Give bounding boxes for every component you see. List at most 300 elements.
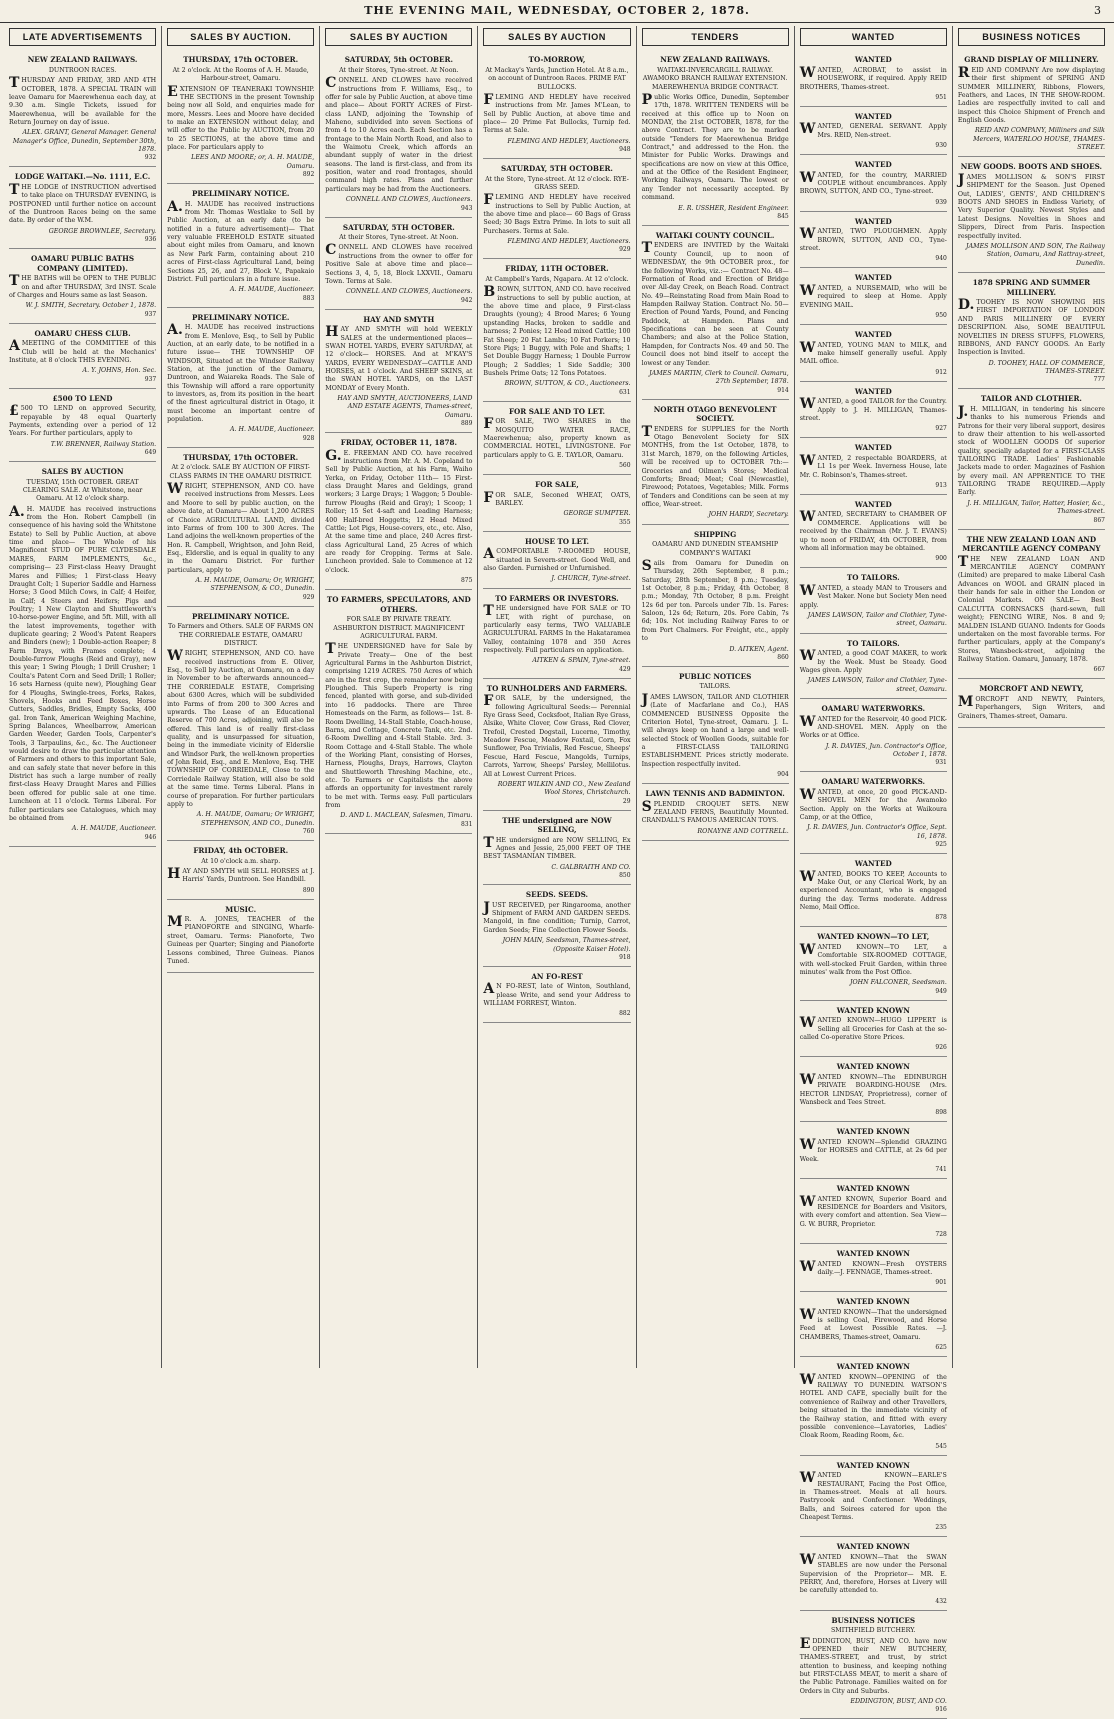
ad-body: WANTED, ACROBAT, to assist in HOUSEWORK, if required. Apply REID BROTHERS, Thames-street. (799, 64, 947, 91)
advertisement (800, 1357, 947, 1455)
advertisement (483, 532, 630, 589)
advertisement (483, 159, 630, 259)
advertisement (800, 699, 947, 772)
advertisement (800, 1537, 947, 1610)
ad-signature: D. AND L. MACLEAN, Salesmen, Timaru. (340, 812, 473, 820)
ad-number: 926 (935, 1044, 947, 1052)
ad-signature: FLEMING AND HEDLEY, Auctioneers. (507, 137, 631, 145)
ad-number: 916 (935, 1706, 947, 1714)
ad-number: 429 (619, 665, 631, 673)
ad-heading: TAILOR AND CLOTHIER. (980, 394, 1082, 404)
ad-heading: THURSDAY, 17th OCTOBER. (183, 55, 299, 65)
ad-heading: BUSINESS NOTICES (831, 1615, 916, 1625)
ad-body: G.E. FREEMAN AND CO. have received instructions from Mr. A. M. Copeland to Sell by Public Auction, at his Farm, Waiho Yerka, on Friday, October 11th— 15 First-class Draught Mares and Geldings, grand workers; 3 Large Drays; 1 Waggon; 5 Double-furrow Ploughs (Reid and Gray); 1 Scoop; 1 Roller; 15 Set 4-saft and Leading Harness; 400 Half-bred Hoggetts; 12 Head Mixed Cattle; Lot Pigs, House-covers, etc., etc. Also, At the same time and place, 240 Acres first-class Agricultural Land, 25 Acres of which are ready for Cropping. Terms at Sale. Luncheon provided. Sale to Commence at 12 o'clock. (325, 447, 473, 574)
ad-heading: LODGE WAITAKI.—No. 1111, E.C. (14, 172, 151, 182)
ad-signature: HAY AND SMYTH, AUCTIONEERS, LAND AND ESTATE AGENTS, Thames-street, Oamaru. (337, 395, 473, 419)
advertisement (642, 50, 789, 226)
ad-body: MR. A. JONES, TEACHER of the PIANOFORTE and SINGING, Wharfe-street, Oamaru. Terms: Pianoforte, Two Guineas per Quarter; Singing and Pianoforte Lessons combined, Three Guineas. Pianos Tuned. (167, 914, 315, 965)
ad-heading: TO FARMERS OR INVESTORS. (495, 593, 619, 603)
ad-body: EDDINGTON, BUST, AND CO. have now OPENED their NEW BUTCHERY, THAMES-STREET, and trust, by strict attention to business, and keeping nothing but FIRST-CLASS MEAT, to merit a share of the Public Patronage. Families waited on for Orders in City and Suburbs. (799, 1635, 947, 1695)
ad-number: 931 (935, 759, 947, 767)
ad-body: THE NEW ZEALAND LOAN AND MERCANTILE AGENCY COMPANY (Limited) are prepared to make Liberal Cash Advances on WOOL and GRAIN placed in their hands for sale in either the London or Colonial Markets. ON SALE— Best CALCUTTA CORNSACKS (hard-sewn, full weight); FENCING WIRE, Nos. 8 and 9; MALDEN ISLAND GUANO. Indents for Goods undertaken on the most favorable terms. For further particulars, apply at the Company's Stores, Wansbeck-street, adjoining the Railway Station. Oamaru, January, 1878. (957, 553, 1105, 663)
ad-signature: ROBERT WILKIN AND CO., New Zealand Wool Stores, Christchurch. (497, 780, 631, 797)
ad-body: WANTED KNOWN—EARLE'S RESTAURANT, Facing the Post Office, in Thames-street. Meals at all hours. Pastrycook and Confectioner. Weddings, Balls, and Soirees catered for upon the Cheapest Terms. (799, 1470, 947, 1521)
ad-body: WANTED, a good COAT MAKER, to work by the Week. Must be Steady. Good Wages given. Apply (799, 648, 947, 674)
advertisement (325, 218, 472, 310)
advertisement (483, 475, 630, 532)
column-header: SALES BY AUCTION. (167, 28, 314, 46)
ad-heading: £500 TO LEND (52, 393, 113, 403)
ad-body: JUST RECEIVED, per Ringarooma, another Shipment of FARM AND GARDEN SEEDS. Mangold, in fine condition; Turnip, Carrot, Garden Seeds; Fine Collection Flower Seeds. (483, 899, 631, 934)
ad-body: SPLENDID CROQUET SETS. NEW ZEALAND FERNS, Beautifully Mounted. CRANDALL'S FAMOUS AMERICAN TOYS. (641, 798, 789, 825)
ad-heading: WANTED (854, 443, 892, 453)
ad-body: BROWN, SUTTON, AND CO. have received instructions to sell by public auction, at the above time and place, 9 First-class Draughts (young); 4 Brood Mares; 6 Young upstanding Hacks, broken to saddle and harness; 2 Ponies; 12 Head mixed Cattle; 100 Fat Sheep; 20 Fat Lambs; 10 Fat Porkers; 10 Store Pigs; 1 Buggy, with Pole and Shafts; 1 Set Double Buggy Harness; 1 Double Furrow Plough; 2 Saddles; 1 Side Saddle; 300 Bushels Prime Oats; 12 Tons Potatoes. (483, 284, 631, 377)
ad-heading: MORCROFT AND NEWTY, (979, 684, 1084, 694)
page-number: 3 (1094, 4, 1102, 17)
advertisement (800, 1244, 947, 1292)
ad-subheading: DUNTROON RACES. (48, 66, 117, 74)
column-2 (162, 26, 320, 1368)
ad-number: 631 (619, 388, 631, 396)
advertisement (800, 325, 947, 382)
ad-heading: PRELIMINARY NOTICE. (192, 611, 290, 621)
ad-subheading: SMITHFIELD BUTCHERY. (830, 1627, 916, 1635)
ad-number: 545 (935, 1442, 947, 1450)
ad-number: 930 (935, 142, 947, 150)
ad-signature: BROWN, SUTTON, & CO., Auctioneers. (504, 380, 631, 388)
ad-body: HAY AND SMYTH will hold WEEKLY SALES at the undermentioned places— SWAN HOTEL YARDS, EVERY SATURDAY, at 12 o'clock— HORSES. And at M'KAY'S YARDS, EVERY WEDNESDAY—CATTLE AND HORSES, at 1 o'clock. And SHEEP SKINS, at the SWAN HOTEL YARDS, on the LAST MONDAY of Every Month. (325, 324, 473, 392)
column-header: SALES BY AUCTION (483, 28, 630, 46)
ad-number: 929 (302, 593, 315, 601)
ad-body: WANTED KNOWN, Superior Board and RESIDENCE for Boarders and Visitors, with every comfort and attention. Sea View—G. W. BURR, Proprietor. (799, 1193, 947, 1228)
advertisement (958, 530, 1105, 680)
ad-subheading: To Farmers and Others. SALE OF FARMS ON THE CORRIEDALE ESTATE, OAMARU DISTRICT. (167, 623, 314, 648)
ad-number: 904 (777, 771, 789, 779)
ad-signature: A. H. MAUDE, Oamaru; Or WRIGHT, STEPHENSON, AND CO., Dunedin. (196, 811, 315, 827)
ad-heading: FRIDAY, OCTOBER 11, 1878. (340, 438, 457, 448)
advertisement (800, 1456, 947, 1538)
ad-signature: JOHN HARDY, Secretary. (708, 511, 789, 519)
advertisement (167, 841, 314, 900)
advertisement (483, 259, 630, 401)
column-1 (4, 26, 162, 1368)
ad-number: 929 (619, 246, 631, 254)
ad-body: CONNELL AND CLOWES have received instructions from F. Williams, Esq., to offer for sale by Public Auction, at above time and place— About FORTY ACRES of First-class LAND, adjoining the Township of Maheno, subdivided into seven Sections of from 4 to 10 Acres each. Each Section has a frontage to the Main North Road, and also to the Waimotu Creek, which affords an abundant supply of water in the driest seasons. The land is first-class, and from its position, water and road frontages, should command high rates. Plans and further particulars may be had from the Auctioneers. (325, 75, 473, 193)
ad-heading: OAMARU WATERWORKS. (821, 777, 926, 787)
ad-heading: GRAND DISPLAY OF MILLINERY. (964, 55, 1099, 65)
ad-number: 925 (935, 841, 947, 849)
ad-heading: WANTED KNOWN (836, 1362, 910, 1372)
ad-heading: SATURDAY, 5TH OCTOBER. (342, 222, 455, 232)
ad-heading: WANTED (854, 273, 892, 283)
advertisement (800, 1057, 947, 1122)
ad-heading: TO TAILORS. (846, 638, 900, 648)
ad-heading: THURSDAY, 17th OCTOBER. (183, 452, 299, 462)
ad-body: WANTED, GENERAL SERVANT. Apply Mrs. REID, Nen-street. (799, 121, 947, 139)
ad-number: 948 (619, 146, 631, 154)
advertisement (800, 107, 947, 155)
ad-heading: WANTED KNOWN (836, 1183, 910, 1193)
advertisement (9, 462, 156, 847)
ad-subheading: TUESDAY, 15th OCTOBER. GREAT CLEARING SALE. At Whitstone, near Oamaru. At 12 o'clock sharp. (22, 478, 143, 503)
ad-heading: WANTED KNOWN (836, 1297, 910, 1307)
ad-heading: MUSIC. (225, 904, 257, 914)
ad-signature: JOHN MAIN, Seedsman, Thames-street, (Opposite Kaiser Hotel). (502, 937, 631, 953)
ad-body: A.H. MAUDE has received instructions from E. Menlove, Esq., to Sell by Public Auction, at an early date, to be notified in a future issue— THE TOWNSHIP OF WINDSOR, Situated at the Windsor Railway Station, at the junction of the Oamaru, Duntroon, and Waiareka Roads. The Sale of this Township will afford a rare opportunity to investors, as, from its position in the heart of the finest agricultural district in Otago, it must become an important centre of population. (167, 322, 315, 424)
ad-heading: WANTED KNOWN—TO LET, (817, 932, 930, 942)
ad-signature: JAMES LAWSON, Tailor and Clothier, Tyne-street, Oamaru. (807, 677, 947, 693)
ad-number: 875 (460, 577, 473, 585)
ad-number: 940 (935, 255, 947, 263)
ad-number: 918 (619, 953, 631, 961)
ad-body: AN FO-REST, late of Winton, Southland, please Write, and send your Address to WILLIAM FORREST, Winton. (483, 981, 631, 1008)
ad-number: 928 (302, 434, 315, 442)
ad-number: 878 (935, 914, 947, 922)
ad-signature: A. H. MAUDE, Auctioneer. (229, 286, 315, 294)
ad-number: 625 (935, 1344, 947, 1352)
ad-number: 950 (935, 312, 947, 320)
advertisement (800, 772, 947, 854)
ad-number: 728 (935, 1230, 947, 1238)
ad-number: 850 (619, 872, 631, 880)
ad-signature: JAMES MARTIN, Clerk to Council. Oamaru, 27th September, 1878. (649, 369, 789, 386)
ad-heading: SHIPPING (694, 529, 737, 539)
advertisement (958, 273, 1105, 389)
ad-signature: CONNELL AND CLOWES, Auctioneers. (345, 196, 473, 204)
ad-number: 942 (460, 296, 473, 304)
advertisement (800, 155, 947, 212)
advertisement (800, 495, 947, 568)
ad-body: £500 TO LEND on approved Security, repayable by 48 equal Quarterly Payments, extending over a period of 12 Years. For further particulars, apply to (9, 403, 157, 438)
ad-body: WANTED, a good TAILOR for the Country. Apply to J. H. MILLIGAN, Thames-street. (799, 396, 947, 422)
ad-subheading: At Campbell's Yards, Ngapara. At 12 o'clock. (485, 276, 629, 284)
ad-heading: NEW ZEALAND RAILWAYS. (27, 55, 138, 65)
advertisement (958, 157, 1105, 273)
ad-heading: WANTED (854, 55, 892, 65)
ad-heading: TO TAILORS. (846, 573, 900, 583)
ad-number: 889 (460, 420, 473, 428)
ad-signature: D. AITKEN, Agent. (729, 645, 789, 653)
ad-body: WANTED KNOWN—TO LET, a Comfortable SIX-ROOMED COTTAGE, with well-stocked Fruit Garden, within three minutes' walk from the Post Office. (799, 941, 947, 977)
ad-subheading: TAILORS. (699, 683, 731, 691)
advertisement (9, 324, 156, 389)
ad-body: TENDERS are INVITED by the Waitaki County Council, up to noon of WEDNESDAY, the 9th OCTOBER prox., for the following Works, viz.:— Contract No. 48—Formation of Road and Erection of Bridge over All-day Creek, on Beach Road. Contract No. 49—Reinstating Road from Main Road to Hampden Railway Station. Contract No. 50—Erection of Pound Yards, Pound, and Fencing Paddock, at Hampden. Plans and Specifications can be seen at County Chambers; and also at the Police Station, Hampden, for Contracts Nos. 49 and 50. The Council does not bind itself to accept the lowest or any Tender. (641, 240, 789, 367)
ad-number: 760 (302, 827, 315, 835)
ad-signature: GEORGE BROWNLEE, Secretary. (48, 227, 157, 235)
ad-number: 560 (619, 462, 631, 470)
ad-heading: FRIDAY, 11TH OCTOBER. (505, 264, 609, 274)
ad-number: 937 (144, 375, 157, 383)
ad-heading: WANTED (854, 160, 892, 170)
ad-heading: WANTED KNOWN (836, 1127, 910, 1137)
advertisement (800, 268, 947, 325)
ad-body: AMEETING of the COMMITTEE of this Club will be held at the Mechanics' Institute, at 8 o'clock THIS EVENING. (9, 338, 157, 364)
advertisement (800, 1292, 947, 1357)
ad-number: 355 (619, 518, 631, 526)
ad-number: 867 (1093, 516, 1105, 524)
ad-heading: OAMARU CHESS CLUB. (34, 328, 131, 338)
ad-subheading: At their Stores, Tyne-street. At Noon. (339, 66, 459, 74)
ad-signature: JOHN FALCONER, Seedsman. (849, 979, 947, 987)
column-6 (795, 26, 953, 1714)
advertisement (958, 389, 1105, 529)
ad-signature: J. R. DAVIES, Jun. Contractor's Office, October 1, 1878. (825, 742, 947, 758)
ad-signature: C. GALBRAITH AND CO. (551, 863, 631, 871)
ad-signature: FLEMING AND HEDLEY, Auctioneers. (507, 238, 631, 246)
ad-heading: WANTED (854, 859, 892, 869)
ad-body: Public Works Office, Dunedin, September 17th, 1878. WRITTEN TENDERS will be received at this office up to Noon on MONDAY, the 21st OCTOBER, 1878, for the above Contract. They are to be marked outside "Tenders for Maerewhenua Bridge Contract," and addressed to the Hon. the Minister for Public Works. Drawings and specifications are now on view at this Office, and at the Office of the Resident Engineer, Working Railways, Oamaru. The lowest or any Tender not necessarily accepted. By command. (641, 91, 789, 202)
ad-number: 29 (622, 797, 631, 805)
ad-number: 937 (144, 310, 157, 318)
advertisement (642, 226, 789, 400)
ad-body: HAY AND SMYTH will SELL HORSES at J. Harris' Yards, Duntroon. See Handbill. (167, 865, 315, 884)
ad-body: FLEMING AND HEDLEY have received instructions to Sell by Public Auction, at the above time and place— 60 Bags of Grass Seed; 30 Bags Extra Prime. In lots to suit all Purchasers. Terms at Sale. (483, 192, 631, 235)
advertisement (483, 811, 630, 886)
ad-number: 890 (302, 886, 315, 894)
newspaper-title: THE EVENING MAIL, WEDNESDAY, OCTOBER 2, 1878. (364, 4, 750, 17)
ad-signature: J. H. MILLIGAN, Tailor, Hatter, Hosier, &c., Thames-street. (967, 499, 1105, 516)
ad-body: WANTED, TWO PLOUGHMEN. Apply BROWN, SUTTON, AND CO., Tyne-street. (799, 226, 947, 253)
advertisement (325, 310, 472, 434)
ad-body: TENDERS for SUPPLIES for the North Otago Benevolent Society for SIX MONTHS, from the 1st October, 1878, to 31st March, 1879, on the following Articles, will be received up to OCTOBER 7th:— Groceries and Oilmen's Stores; Medical Comforts; Bread; Meat; Coal (Newcastle), Firewood; Potatoes, Vegetables; Milk. Forms of Tenders and Conditions can be seen at my office, Wear-street. (641, 423, 789, 508)
ad-heading: SEEDS. SEEDS. (525, 890, 589, 900)
ad-subheading: FOR SALE BY PRIVATE TREATY. ASHBURTON DISTRICT. MAGNIFICENT AGRICULTURAL FARM. (333, 616, 465, 640)
ad-heading: SATURDAY, 5th OCTOBER. (344, 55, 453, 65)
ad-number: 898 (935, 1109, 947, 1117)
ad-heading: WAITAKI COUNTY COUNCIL. (655, 230, 775, 240)
ad-heading: 1878 SPRING AND SUMMER MILLINERY. (972, 277, 1091, 297)
ad-heading: WANTED (854, 499, 892, 509)
ad-heading: AN FO-REST (531, 971, 583, 981)
ad-body: ACOMFORTABLE 7-ROOMED HOUSE, situated in Severn-street. Good Well, and also Garden. Furnished or Unfurnished. (483, 546, 631, 572)
ad-signature: A. H. MAUDE, Auctioneer. (229, 426, 315, 434)
advertisement (800, 568, 947, 633)
ad-body: WANTED, a NURSEMAID, who will be required to sleep at Home. Apply EVENING MAIL. (799, 282, 947, 309)
ad-heading: OAMARU WATERWORKS. (821, 703, 926, 713)
ad-body: WANTED, YOUNG MAN to MILK, and make himself generally useful. Apply MAIL office. (799, 339, 947, 366)
ad-body: THE BATHS will be OPEN to THE PUBLIC on and after THURSDAY, 3rd INST. Scale of Charges and Hours same as last Season. (9, 273, 157, 299)
ad-number: 235 (935, 1524, 947, 1532)
ad-heading: HAY AND SMYTH (363, 314, 435, 324)
ad-heading: THE undersigned are NOW SELLING, (502, 815, 612, 835)
ad-body: FOR SALE, by the undersigned, the following Agricultural Seeds:— Perennial Rye Grass Seed, Cocksfoot, Italian Rye Grass, Alsike, White Clover, Cow Grass, Red Clover, Trefoil, Crested Dogstail, Lucerne, Timothy, Meadow Fescue, Meadow Foxtail, Corn, Fox Sunflower, Poa Trivialis, Red Fescue, Sheeps' Fescue, Hard Fescue, Mangolds, Turnips, Carrots, Yarrow, Sheeps' Parsley, Mellilotus. All at Lowest Current Prices. (483, 693, 631, 778)
ad-body: WANTED KNOWN—Splendid GRAZING for HORSES and CATTLE, at 2s 6d per Week. (799, 1136, 947, 1163)
ad-body: WANTED, a steady MAN to Trousers and Vest Maker. None but Society Men need apply. (799, 582, 947, 609)
ad-signature: JAMES LAWSON, Tailor and Clothier, Tyne-street, Oamaru. (807, 611, 947, 628)
ad-subheading: At Mackay's Yards, Junction Hotel. At 8 a.m., on account of Duntroon Races. PRIME FAT BULLOCKS. (485, 66, 629, 91)
ad-body: WANTED KNOWN—Fresh OYSTERS daily.—J. FENNAGE, Thames-street. (799, 1258, 947, 1276)
ad-body: THE UNDERSIGNED have for Sale by Private Treaty— One of the best Agricultural Farms in the Ashburton District, comprising 1219 ACRES. 750 Acres of which are in the first crop, the remainder now being Ploughed. This Superb Property is ring fenced, planted with gorse, and sub-divided into 16 paddocks. There are Three Homesteads on the Farm, as follows— 1st. 8-Room Dwelling, 14-Stall Stable, Coach-house, Barns, and Cottage, Concrete Tank, etc. 2nd. 6-Room Dwelling and 4-Stall Stable. 3rd. 3-Room Cottage and 4-Stall Stable. The whole of the Working Plant, consisting of Horses, Harness, Ploughs, Drays, Harrows, Clayton and Shuttleworth Threshing Machine, etc., etc. To Farmers or Capitalists the above affords an opportunity for investment rarely to be met with. Terms easy. Full particulars from (325, 641, 473, 810)
advertisement (483, 967, 630, 1024)
ad-number: 883 (302, 294, 315, 302)
ad-number: 667 (1093, 666, 1105, 674)
ad-body: FOR SALE, TWO SHARES in the MOSQUITO WATER RACE, Maerewhenua; also, property known as COMMERCIAL HOTEL, LIVINGSTONE. For particulars apply to G. E. TAYLOR, Oamaru. (483, 416, 631, 459)
advertisement (800, 634, 947, 699)
advertisement (325, 590, 472, 834)
ad-heading: NEW ZEALAND RAILWAYS. (660, 55, 770, 65)
ad-heading: WANTED (854, 216, 892, 226)
ad-body: WANTED, at once, 20 good PICK-AND-SHOVEL MEN for the Awamoko Section. Apply on the Works at Waikoura Camp, or at the Office, (799, 786, 947, 821)
ad-number: 900 (935, 555, 947, 563)
advertisement (325, 433, 472, 590)
ad-heading: PRELIMINARY NOTICE. (192, 312, 290, 322)
advertisement (167, 607, 314, 841)
ad-body: EXTENSION OF TEANERAKI TOWNSHIP. THE SECTIONS in the present Township being now all Sold, and enquiries made for more, Messrs. Lees and Moore have decided to make an EXTENSION without delay, and will offer to the Public by AUCTION, from 20 to 25 SECTIONS, at the above time and place. For particulars apply to (167, 83, 315, 152)
ad-signature: AITKEN & SPAIN, Tyne-street. (532, 657, 631, 665)
ad-heading: THE NEW ZEALAND LOAN AND MERCANTILE AGENCY COMPANY (962, 534, 1101, 554)
ad-heading: TO RUNHOLDERS AND FARMERS. (486, 683, 628, 693)
masthead (0, 0, 1114, 23)
ad-body: CONNELL AND CLOWES have received instructions from the owner to offer for Positive Sale at above time and place— Sections 3, 4, 5, 18, Block LXXVII., Oamaru Town. Terms at Sale. (325, 242, 473, 285)
ad-heading: WANTED KNOWN (836, 1542, 910, 1552)
advertisement (642, 525, 789, 667)
advertisement (483, 402, 630, 475)
ad-number: 892 (302, 171, 315, 179)
ad-body: THURSDAY AND FRIDAY, 3RD AND 4TH OCTOBER, 1878. A SPECIAL TRAIN will leave Oamaru for Maerewhenua each day, at 9.30 a.m. Single Tickets, issued for Maerewhenua, will be available for the Return Journey on day of issue. (9, 75, 157, 126)
ad-heading: FOR SALE AND TO LET. (508, 406, 606, 416)
advertisement (167, 448, 314, 607)
ad-heading: WANTED KNOWN (836, 1460, 910, 1470)
ad-signature: E. R. USSHER, Resident Engineer. (678, 204, 789, 212)
ad-signature: J. CHURCH, Tyne-street. (551, 575, 631, 583)
ad-subheading: WAITAKI-INVERCARGILL RAILWAY. AWAMOKO BRANCH RAILWAY EXTENSION. MAEREWHENUA BRIDGE CONTRACT. (642, 66, 788, 91)
ad-number: 939 (935, 198, 947, 206)
ad-number: 860 (777, 653, 789, 661)
ad-body: WANTED for the Reservoir, 40 good PICK-AND-SHOVEL MEN. Apply on the Works or at Office. (799, 713, 947, 740)
ad-body: FOR SALE, Seconed WHEAT, OATS, BARLEY. (483, 489, 631, 507)
ad-body: WANTED, for the country, MARRIED COUPLE without encumbrances. Apply BROWN, SUTTON, AND CO., Tyne-street. (799, 169, 947, 196)
ad-heading: WANTED KNOWN (836, 1005, 910, 1015)
advertisement (483, 589, 630, 679)
advertisement (800, 1122, 947, 1179)
ad-subheading: At 2 o'clock. At the Rooms of A. H. Maude, Harbour-street, Oamaru. (172, 66, 309, 83)
ad-heading: TO-MORROW, (528, 55, 586, 65)
ad-heading: SATURDAY, 5TH OCTOBER. (501, 164, 613, 174)
advertisement (800, 50, 947, 107)
ad-signature: CONNELL AND CLOWES, Auctioneers. (345, 288, 473, 296)
ad-heading: NORTH OTAGO BENEVOLENT SOCIETY. (653, 404, 777, 424)
ad-number: 432 (935, 1597, 947, 1605)
ad-body: WANTED KNOWN—That the undersigned is selling Coal, Firewood, and Horse Feed at Lowest Possible Rates. —J. CHAMBERS, Thames-street, Oamaru. (799, 1306, 947, 1341)
advertisement (9, 389, 156, 462)
ad-heading: FRIDAY, 4th OCTOBER. (193, 845, 289, 855)
ad-signature: RONAYNE AND COTTRELL. (697, 827, 789, 835)
ad-body: WANTED KNOWN—HUGO LIPPERT is Selling all Groceries for Cash at the so-called Co-operative Store Prices. (799, 1015, 947, 1041)
ad-body: D.TOOHEY IS NOW SHOWING HIS FIRST IMPORTATION OF LONDON AND PARIS MILLINERY OF EVERY DESCRIPTION. Also, SOME BEAUTIFUL NOVELTIES IN DRESS STUFFS, FLOWERS, RIBBONS, AND FANCY GOODS. An Early Inspection is Invited. (957, 297, 1105, 357)
ad-subheading: At 10 o'clock a.m. sharp. (201, 857, 281, 865)
ad-number: 936 (144, 236, 157, 244)
ad-subheading: OAMARU AND DUNEDIN STEAMSHIP COMPANY'S WAITAKI (652, 541, 779, 557)
ad-number: 932 (144, 154, 157, 162)
ad-subheading: At their Stores, Tyne-street. At Noon. (339, 234, 459, 242)
ad-heading: TO FARMERS, SPECULATORS, AND OTHERS. (326, 595, 471, 614)
ad-number: 649 (144, 449, 157, 456)
newspaper-columns (4, 26, 1110, 1714)
advertisement (800, 382, 947, 439)
ad-body: A.H. MAUDE has received instructions from the Hon. Robert Campbell (in consequence of his having sold the Whitstone Estate) to Sell by Public Auction, at above time and place— The Whole of his Magnificent STUD OF PURE CLYDESDALE MARES, FARM IMPLEMENTS, &c., comprising— 23 First-class Heavy Draught Mares and Fillies; 1 First-class Heavy Draught Colt; 1 Superior Saddle and Harness Horse; 3 Good Milch Cows, in Calf; 4 Heifer, in Calf; 4 Steers and Heifers; Pigs and Poultry; 1 New Clayton and Shuttleworth's 10-horse-power Engine, and 5ft. Mill, with all the latest improvements, together with duplicate gearing; 2 Wood's Patent Reapers and Binders (new); 1 Double-action Reaper; 8 Farm Drays, with Frames complete; 4 Double-furrow Ploughs (Reid and Gray), new this year; 1 Swing Plough; 1 Drill Crusher; 1 Coulta's Patent Corn and Seed Drill; 1 Roller; 16 sets Harness (quite new), Ploughing Gear for 4 Ploughs, Swingle-trees, Forks, Rakes, Shovels, Hooks and Feed Boxes, Horse Cutters, Saddles, Bridles, Empty Sacks, 400 gal. Iron Tank, American Weighing Machine, Spring Balances, Wheelbarrow, American Garden Weeder, Garden Tools, Carpenter's Tools, 3 Tarpaulins, &c., &c. The Auctioneer would desire to draw the particular attention of Farmers and others to this important Sale, and can safely state that never before in this District has such a large number of really first-class Heavy Draught Mares and Fillies been offered for public sale at one time. Luncheon at 11 o'clock. Terms Liberal. For fuller particulars see Catalogues, which may be obtained from (9, 503, 157, 822)
ad-body: WRIGHT, STEPHENSON, AND CO. have received instructions from Messrs. Lees and Moore to sell by public auction, on the above date, at Oamaru— About 1,200 ACRES of Choice AGRICULTURAL LAND, divided into Farms of from 100 to 300 Acres. The Land adjoins the well-known properties of the Hon. R. Campbell, Wrightson, and John Reid, Esq., Elderslie, and is equal in quality to any in the Oamaru District. For further particulars, apply to (167, 481, 315, 574)
advertisement (483, 885, 630, 967)
column-4 (478, 26, 636, 1368)
ad-subheading: At the Store, Tyne-street. At 12 o'clock. RYE-GRASS SEED. (485, 175, 629, 191)
column-header: LATE ADVERTISEMENTS (9, 28, 156, 46)
ad-body: WANTED KNOWN—OPENING of the RAILWAY TO DUNEDIN. WATSON'S HOTEL AND CAFE, specially built for the convenience of Railway and other Travellers, being situated in the immediate vicinity of the Railway station, and fitted with every possible convenience—Lavatories, Ladies' Cloak Room, Reading Room, &c. (799, 1371, 947, 1440)
ad-number: 777 (1093, 376, 1105, 384)
advertisement (167, 900, 314, 974)
advertisement (800, 854, 947, 927)
ad-body: J.H. MILLIGAN, in tendering his sincere thanks to his numerous Friends and Patrons for their very liberal support, desires to draw their attention to his well-assorted stock of WOOLLEN GOODS Of superior quality, specially adapted for a FIRST-CLASS TAILORING TRADE. Ladies' Fashionable Jackets made to order. Magazines of Fashion by every mail. AN APPRENTICE TO THE TAILORING TRADE REQUIRED.—Apply Early. (957, 403, 1105, 497)
ad-signature: EDDINGTON, BUST, AND CO. (850, 1698, 947, 1706)
ad-body: REID AND COMPANY Are now displaying their first shipment of SPRING AND SUMMER MILLINERY, Ribbons, Flowers, Feathers, and Laces, IN THE SHOW-ROOM. Ladies are respectfully invited to call and inspect this Choice Shipment of French and English Goods. (957, 64, 1105, 124)
advertisement (167, 184, 314, 308)
ad-body: WRIGHT, STEPHENSON, AND CO. have received instructions from E. Oliver, Esq., to Sell by Auction, at Oamaru, on a day in November to be afterwards announced— THE CORRIEDALE ESTATE, Comprising about 6300 Acres, which will be subdivided into Farms of from 200 to 300 Acres and upwards. The Lease of an Educational Reserve of 700 Acres, adjoining, will also be offered. This land is of really first-class quality, and is unsurpassed for situation, being in the immediate vicinity of Elderslie and Windsor Park, the well-known properties of John Reid, Esq., and E. Menlove, Esq. THE TOWNSHIP OF CORRIEDALE, Close to the Corriedale Railway Station, will also be sold at the same time. Terms Liberal. Plans in course of preparation. For further particulars apply to (167, 648, 315, 808)
ad-heading: WANTED (854, 386, 892, 396)
advertisement (483, 50, 630, 159)
ad-heading: FOR SALE, (535, 480, 579, 489)
ad-body: JAMES LAWSON, TAILOR AND CLOTHIER (Late of Macfarlane and Co.), HAS COMMENCED BUSINESS Opposite the Criterion Hotel, Tyne-street, Oamaru. J. L. will always keep on hand a large and well-selected Stock of Woollen Goods, suitable for a FIRST-CLASS TAILORING ESTABLISHMENT. Prices strictly moderate. Inspection respectfully invited. (641, 691, 789, 768)
ad-signature: GEORGE SUMPTER. (563, 510, 631, 518)
ad-signature: W. J. SMITH, Secretary. October 1, 1878. (25, 302, 157, 310)
advertisement (642, 400, 789, 525)
ad-subheading: At 2 o'clock. SALE BY AUCTION OF FIRST-CLASS FARMS IN THE OAMARU DISTRICT. (169, 464, 312, 480)
ad-number: 901 (935, 1279, 947, 1287)
ad-body: A.H. MAUDE has received instructions from Mr. Thomas Westlake to Sell by Public Auction, at an early date (to be notified in a future advertisement)— That very valuable FREEHOLD ESTATE situated about eight miles from Oamaru, and known as New Park Farm, containing about 210 acres of First-class Agricultural Land, being Sections 25, 26, and 27, Block V., Papakaio District. Full particulars in a future issue. (167, 198, 315, 283)
ad-body: JAMES MOLLISON & SON'S FIRST SHIPMENT for the Season. Just Opened Out, LADIES', GENTS', AND CHILDREN'S BOOTS AND SHOES in Endless Variety, of Very Superior Quality. Newest Styles and Latest Designs. Novelties in Shoes and Slippers, Direct from Paris. Inspection respectfully invited. (957, 171, 1105, 240)
ad-signature: T.W. BRENNER, Railway Station. (50, 440, 157, 448)
ad-number: 912 (935, 368, 947, 376)
ad-body: FLEMING AND HEDLEY have received instructions from Mr. James M'Lean, to Sell by Public Auction, at above time and place— 20 Prime Fat Bullocks, Turnip fed. Terms at Sale. (483, 91, 631, 135)
ad-signature: D. TOOHEY, HALL OF COMMERCE, THAMES-STREET. (988, 359, 1105, 375)
ad-signature: ALEX. GRANT, General Manager. General Manager's Office, Dunedin, September 30th, 1878. (12, 129, 157, 154)
ad-heading: WANTED (854, 330, 892, 339)
ad-body: Sails from Oamaru for Dunedin on Thursday, 26th September, 8 p.m.; Saturday, 28th September, 8 p.m.; Tuesday, 1st October, 8 p.m.; Friday, 4th October, 8 p.m.; Monday, 7th October, 8 p.m. Freight 12s 6d per ton. Parcels under 7lb. 1s. Fares: Saloon, 12s 6d; Return, 20s. Fore Cabin, 7s 6d; 10s. Not including Railway Fares to or from Port Chalmers. For Freight, etc., apply to (641, 557, 789, 643)
advertisement (483, 679, 630, 811)
advertisement (9, 249, 156, 324)
advertisement (800, 927, 947, 1000)
ad-signature: LEES AND MOORE; or, A. H. MAUDE, Oamaru. (191, 154, 315, 170)
ad-number: 927 (935, 425, 947, 433)
advertisement (9, 167, 156, 249)
ad-number: 943 (460, 204, 473, 212)
ad-number: 949 (935, 987, 947, 995)
ad-body: THE undersigned have FOR SALE or TO LET, with right of purchase, on particularly easy terms, TWO VALUABLE AGRICULTURAL FARMS In the Hakataramea Valley, containing 1078 and 350 Acres respectively. Full particulars on application. (483, 603, 631, 655)
ad-heading: OAMARU PUBLIC BATHS COMPANY (LIMITED). (31, 254, 135, 273)
advertisement (642, 784, 789, 841)
advertisement (642, 667, 789, 784)
ad-body: WANTED, 2 respectable BOARDERS, at L1 1s per Week. Inverness House, late Mr. C. Robinson's, Thames-street. (799, 452, 947, 479)
ad-heading: WANTED KNOWN (836, 1062, 910, 1072)
column-3 (320, 26, 478, 1368)
ad-heading: WANTED (854, 111, 892, 121)
column-7 (953, 26, 1110, 1368)
ad-body: THE LODGE of INSTRUCTION advertised to take place on THURSDAY EVENING, is POSTPONED until further notice on account of the Duntroon Races being on the same date. By order of the W.M. (9, 181, 157, 225)
ad-number: 914 (777, 386, 789, 394)
ad-signature: REID AND COMPANY, Milliners and Silk Mercers, WATERLOO HOUSE, THAMES-STREET. (973, 127, 1105, 152)
ad-body: WANTED KNOWN—The EDINBURGH PRIVATE BOARDING-HOUSE (Mrs. HECTOR LINDSAY, Proprietress), corner of Wansbeck and Tees Street. (799, 1071, 947, 1106)
ad-number: 741 (935, 1165, 947, 1173)
ad-heading: NEW GOODS. BOOTS AND SHOES. (960, 162, 1103, 172)
advertisement (800, 1179, 947, 1244)
ad-heading: HOUSE TO LET. (524, 536, 590, 546)
ad-heading: WANTED KNOWN (836, 1248, 910, 1258)
ad-body: THE undersigned are NOW SELLING, Ex Agnes and Jessie, 25,000 FEET OF THE BEST TASMANIAN TIMBER. (483, 834, 631, 861)
ad-number: 946 (144, 833, 157, 841)
advertisement (167, 308, 314, 448)
column-header: BUSINESS NOTICES (958, 28, 1105, 46)
ad-heading: SALES BY AUCTION (41, 466, 124, 476)
ad-body: WANTED, SECRETARY to CHAMBER OF COMMERCE. Applications will be received by the Chairman (Mr. J. T. EVANS) up to noon of FRIDAY, 4th OCTOBER, from whom all information may be obtained. (799, 509, 947, 552)
column-header: SALES BY AUCTION (325, 28, 472, 46)
